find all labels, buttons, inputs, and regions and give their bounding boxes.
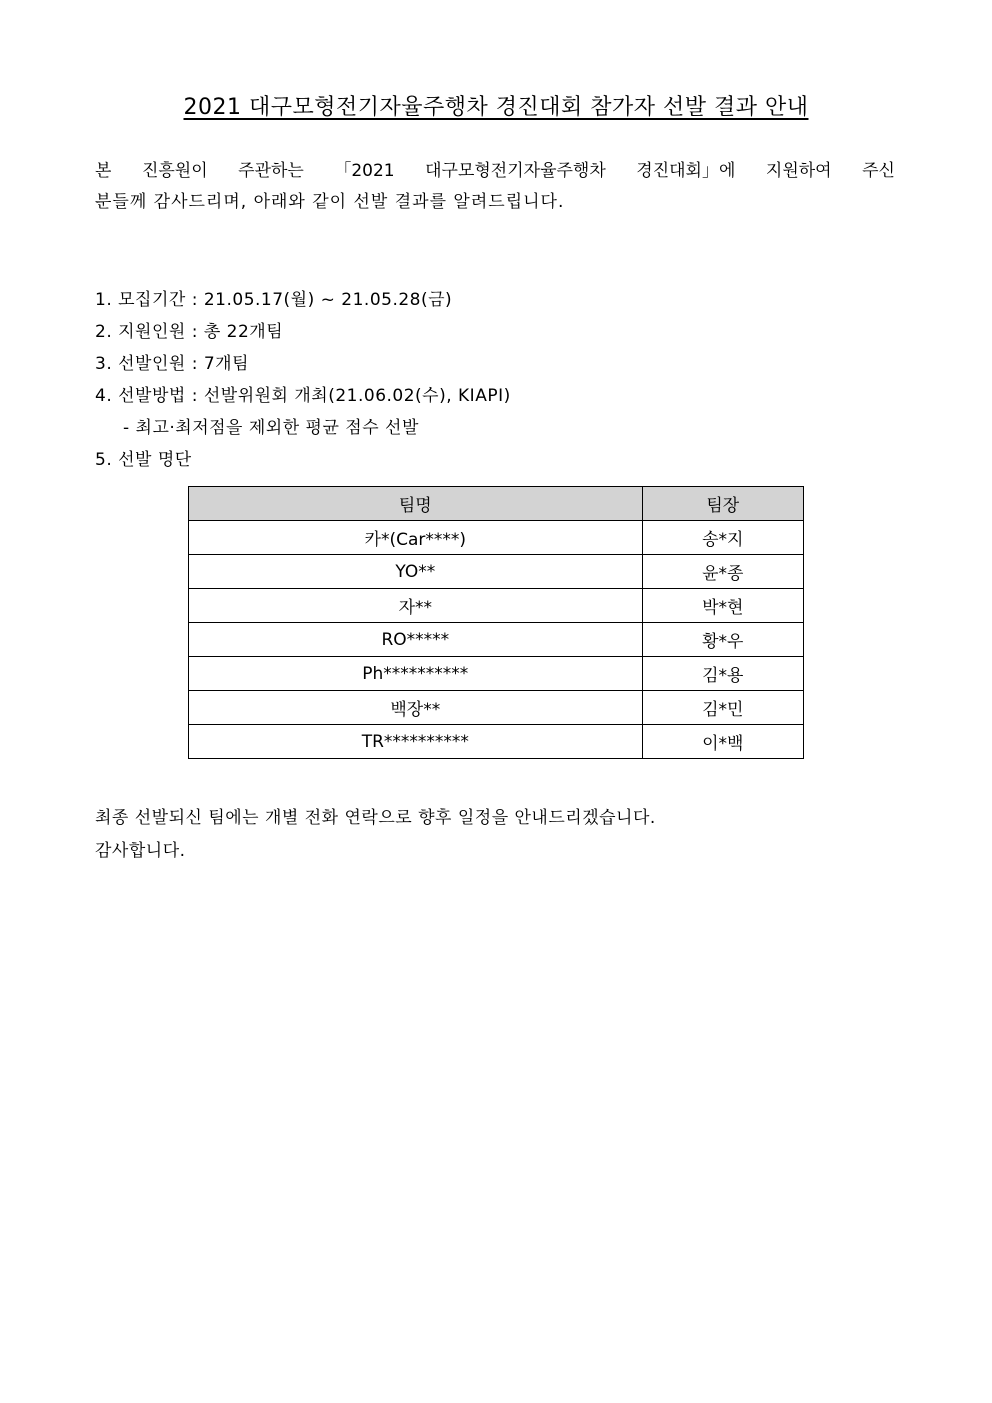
table-row xyxy=(189,521,804,555)
intro-word: 주신 xyxy=(862,161,895,181)
table-row xyxy=(189,589,804,623)
table-row xyxy=(189,657,804,691)
list-item-recruit-period: 1. 모집기간 : 21.05.17(월) ~ 21.05.28(금) xyxy=(95,290,453,310)
team-leader-cell: 김*용 xyxy=(642,657,803,691)
table-row xyxy=(189,623,804,657)
table-row xyxy=(189,691,804,725)
team-name-cell: 카*(Car****) xyxy=(189,521,643,555)
intro-word: 진흥원이 xyxy=(141,161,208,181)
intro-word: 경진대회」에 xyxy=(636,161,736,181)
team-leader-cell: 황*우 xyxy=(642,623,803,657)
closing-paragraph xyxy=(95,802,656,868)
team-name-cell: Ph********** xyxy=(189,657,643,691)
list-subitem-scoring: - 최고·최저점을 제외한 평균 점수 선발 xyxy=(123,418,419,438)
closing-line-notice: 최종 선발되신 팀에는 개별 전화 연락으로 향후 일정을 안내드리겠습니다. xyxy=(95,808,656,828)
table-header-row xyxy=(189,487,804,521)
list-item-selected-count: 3. 선발인원 : 7개팀 xyxy=(95,354,250,374)
team-leader-cell: 김*민 xyxy=(642,691,803,725)
team-leader-cell: 송*지 xyxy=(642,521,803,555)
header-team-name: 팀명 xyxy=(189,487,643,521)
team-leader-cell: 박*현 xyxy=(642,589,803,623)
team-name-cell: TR********** xyxy=(189,725,643,759)
intro-word: 지원하여 xyxy=(765,161,832,181)
intro-word: 대구모형전기자율주행차 xyxy=(425,161,606,181)
document-title: 2021 대구모형전기자율주행차 경진대회 참가자 선발 결과 안내 xyxy=(183,95,809,120)
info-list xyxy=(95,284,511,476)
selection-table xyxy=(188,486,804,759)
list-item-applicants: 2. 지원인원 : 총 22개팀 xyxy=(95,322,284,342)
team-name-cell: 백장** xyxy=(189,691,643,725)
team-leader-cell: 윤*종 xyxy=(642,555,803,589)
team-name-cell: RO***** xyxy=(189,623,643,657)
intro-line-2: 분들께 감사드리며, 아래와 같이 선발 결과를 알려드립니다. xyxy=(95,192,565,212)
team-leader-cell: 이*백 xyxy=(642,725,803,759)
table-row xyxy=(189,555,804,589)
intro-word: 주관하는 xyxy=(238,161,304,181)
list-item-roster: 5. 선발 명단 xyxy=(95,450,192,470)
team-name-cell: YO** xyxy=(189,555,643,589)
closing-line-thanks: 감사합니다. xyxy=(95,841,186,861)
table-row xyxy=(189,725,804,759)
intro-word: 본 xyxy=(95,161,112,181)
list-item-selection-method: 4. 선발방법 : 선발위원회 개최(21.06.02(수), KIAPI) xyxy=(95,386,511,406)
intro-word: 「2021 xyxy=(334,161,395,181)
header-team-leader: 팀장 xyxy=(642,487,803,521)
intro-paragraph xyxy=(95,156,895,218)
team-name-cell: 자** xyxy=(189,589,643,623)
intro-line-1 xyxy=(95,156,895,187)
